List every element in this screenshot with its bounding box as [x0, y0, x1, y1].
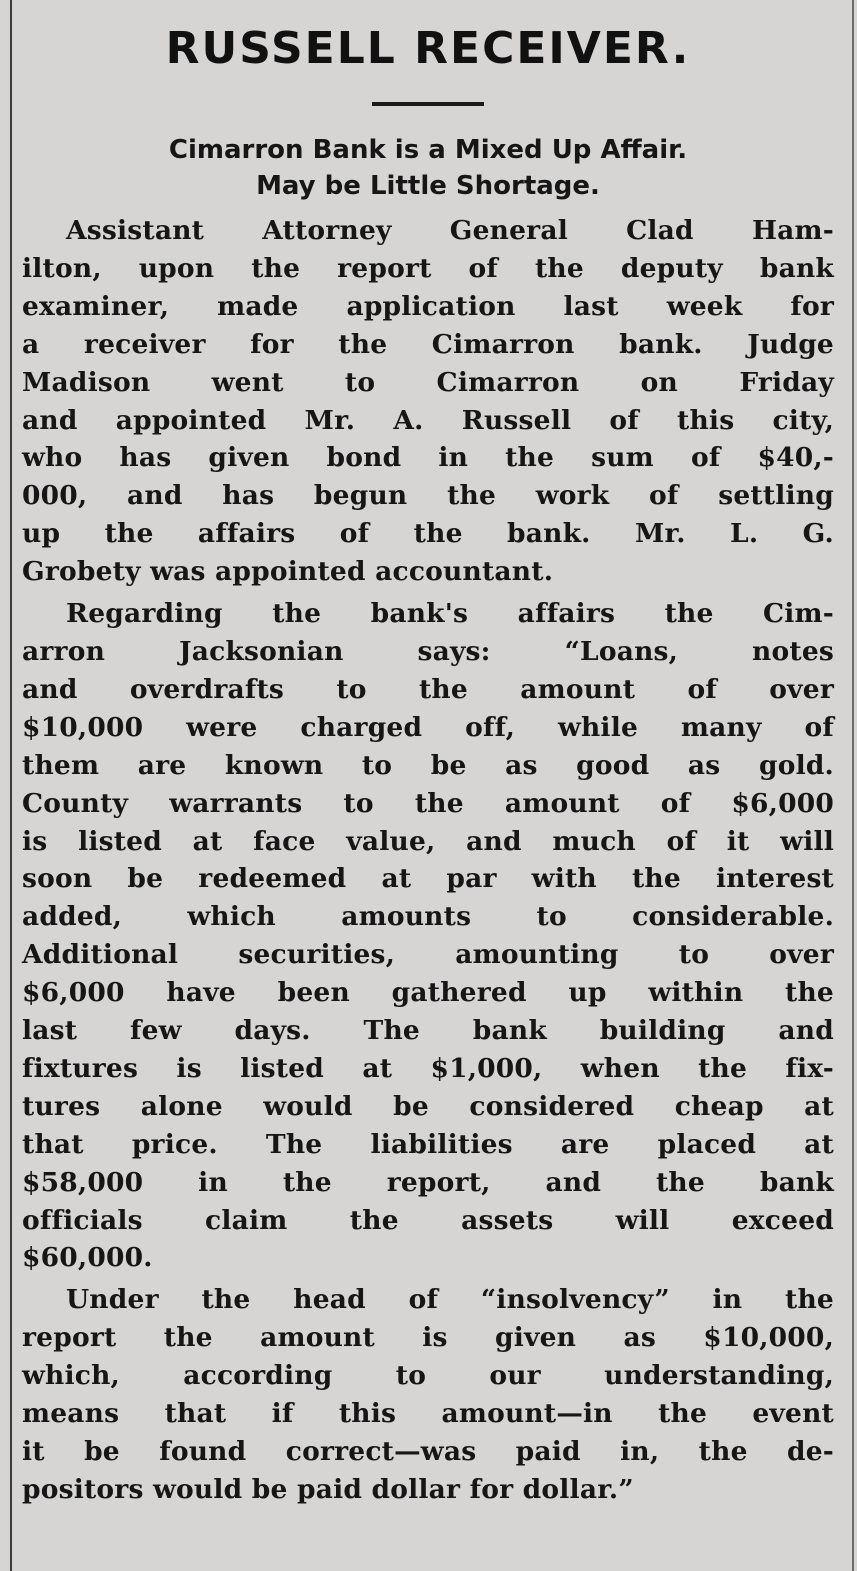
paragraph-line: Assistant Attorney General Clad Ham-: [66, 215, 834, 246]
paragraph-line: which, according to our understanding,: [22, 1360, 834, 1392]
paragraph-line: examiner, made application last week for: [22, 290, 834, 322]
paragraph-line: that price. The liabilities are placed at: [22, 1128, 834, 1160]
headline-divider: [372, 102, 484, 106]
paragraph-line: County warrants to the amount of $6,000: [22, 787, 834, 819]
paragraph-line: $60,000.: [22, 1242, 153, 1274]
column-rule-left: [10, 0, 12, 1571]
paragraph-line: Madison went to Cimarron on Friday: [22, 366, 834, 398]
paragraph-line: fixtures is listed at $1,000, when the fix-: [22, 1052, 834, 1084]
article-paragraph: [22, 595, 834, 1277]
column-rule-right: [852, 0, 854, 1571]
article-paragraph: [22, 212, 834, 591]
article-paragraph: [22, 1281, 834, 1508]
paragraph-line: them are known to be as good as gold.: [22, 749, 834, 781]
paragraph-line: up the affairs of the bank. Mr. L. G.: [22, 518, 834, 550]
subheadline-line: Cimarron Bank is a Mixed Up Affair.: [168, 135, 688, 165]
paragraph-line: a receiver for the Cimarron bank. Judge: [22, 328, 834, 360]
paragraph-line: $6,000 have been gathered up within the: [22, 977, 834, 1009]
paragraph-line: and overdrafts to the amount of over: [22, 673, 834, 705]
paragraph-line: Under the head of “insolvency” in the: [66, 1284, 834, 1316]
article-column: [22, 0, 834, 1513]
subheadline-line: May be Little Shortage.: [256, 171, 600, 201]
paragraph-line: positors would be paid dollar for dollar.”: [22, 1473, 634, 1505]
paragraph-line: and appointed Mr. A. Russell of this city,: [22, 404, 834, 436]
paragraph-line: it be found correct—was paid in, the de-: [22, 1436, 834, 1467]
paragraph-line: last few days. The bank building and: [22, 1015, 834, 1047]
paragraph-line: Regarding the bank's affairs the Cim-: [66, 598, 834, 630]
paragraph-line: Grobety was appointed accountant.: [22, 556, 554, 588]
subheadline: [22, 132, 834, 204]
paragraph-line: $58,000 in the report, and the bank: [22, 1166, 834, 1198]
paragraph-line: officials claim the assets will exceed: [22, 1204, 834, 1236]
paragraph-line: $10,000 were charged off, while many of: [22, 711, 834, 743]
paragraph-line: report the amount is given as $10,000,: [22, 1322, 834, 1354]
headline: RUSSELL RECEIVER.: [165, 23, 691, 74]
paragraph-line: means that if this amount—in the event: [22, 1398, 834, 1430]
article-body: [22, 212, 834, 1509]
paragraph-line: added, which amounts to considerable.: [22, 901, 834, 933]
paragraph-line: soon be redeemed at par with the interest: [22, 863, 834, 895]
paragraph-line: 000, and has begun the work of settling: [22, 480, 834, 512]
paragraph-line: arron Jacksonian says: “Loans, notes: [22, 635, 834, 667]
paragraph-line: is listed at face value, and much of it will: [22, 825, 834, 857]
paragraph-line: who has given bond in the sum of $40,-: [22, 442, 834, 474]
paragraph-line: ilton, upon the report of the deputy bank: [22, 252, 834, 284]
paragraph-line: tures alone would be considered cheap at: [22, 1090, 834, 1122]
paragraph-line: Additional securities, amounting to over: [22, 939, 834, 971]
